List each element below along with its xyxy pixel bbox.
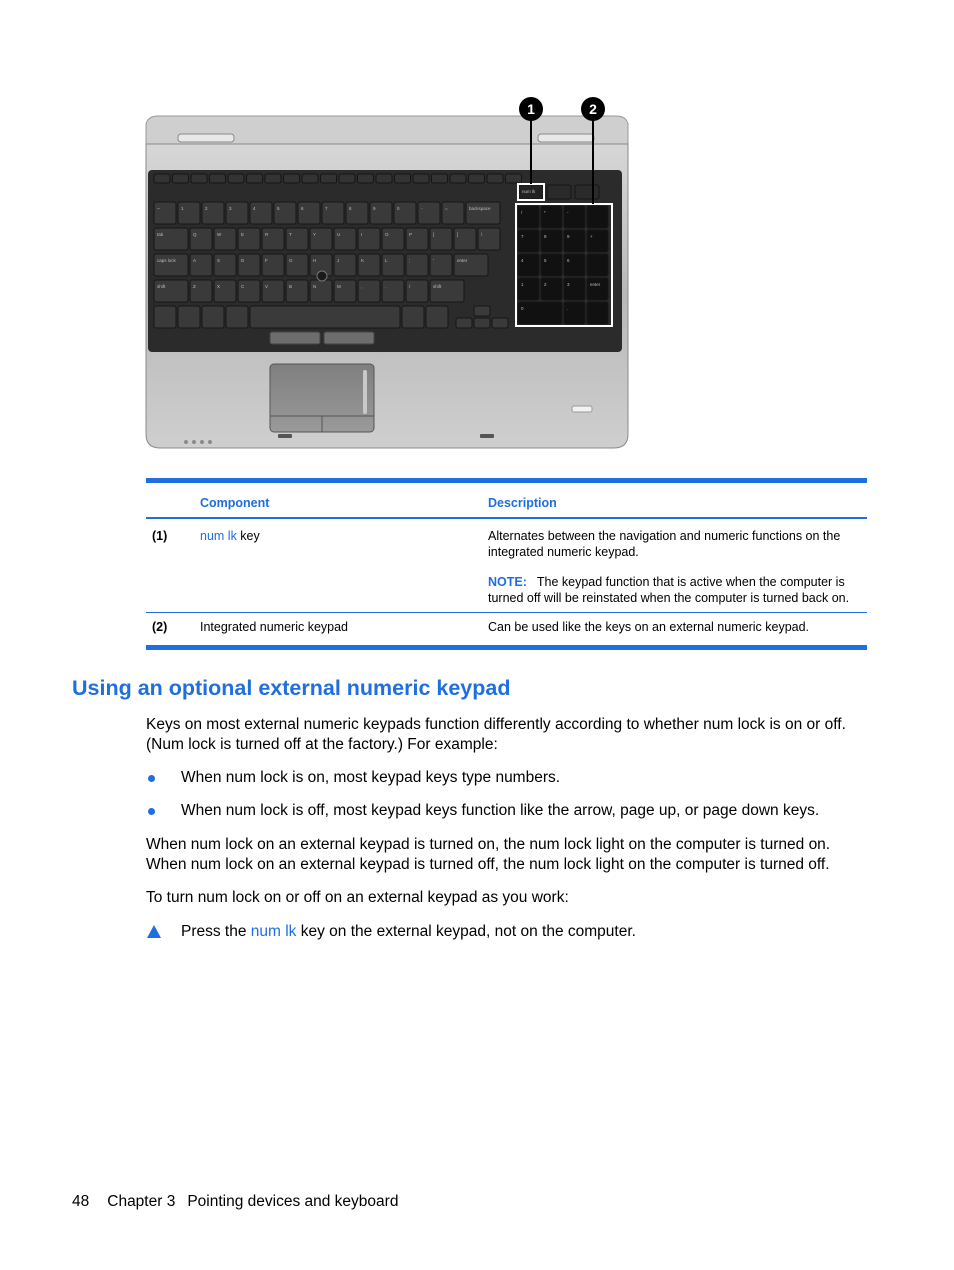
svg-text:num lk: num lk xyxy=(522,189,536,194)
keyboard-illustration xyxy=(144,94,630,454)
svg-text:tab: tab xyxy=(157,232,164,237)
key xyxy=(274,202,296,224)
svg-text:G: G xyxy=(289,258,293,263)
key xyxy=(228,174,244,183)
page-number: 48 xyxy=(72,1193,90,1210)
key xyxy=(370,202,392,224)
header-description: Description xyxy=(482,481,867,519)
key xyxy=(334,280,356,302)
key xyxy=(358,228,380,250)
key xyxy=(250,202,272,224)
key xyxy=(190,228,212,250)
keypad-key xyxy=(587,278,608,300)
key xyxy=(454,254,488,276)
svg-text:]: ] xyxy=(457,232,459,237)
key xyxy=(154,174,170,183)
key xyxy=(322,202,344,224)
key xyxy=(450,174,466,183)
key xyxy=(214,280,236,302)
key xyxy=(418,202,440,224)
keypad-key xyxy=(541,278,562,300)
keypad-key xyxy=(564,230,585,252)
key xyxy=(202,306,224,328)
key xyxy=(190,280,212,302)
key xyxy=(214,254,236,276)
key xyxy=(191,174,207,183)
svg-text:B: B xyxy=(289,284,293,289)
key xyxy=(456,318,472,328)
spacebar xyxy=(250,306,400,328)
key xyxy=(406,280,428,302)
keypad-key xyxy=(518,254,539,276)
svg-text:4: 4 xyxy=(521,258,524,263)
svg-text:N: N xyxy=(313,284,317,289)
svg-text:enter: enter xyxy=(457,258,468,263)
svg-text:W: W xyxy=(217,232,222,237)
svg-text:*: * xyxy=(544,210,546,215)
svg-text:2: 2 xyxy=(589,101,597,117)
keypad-key xyxy=(564,278,585,300)
key xyxy=(413,174,429,183)
svg-text:6: 6 xyxy=(567,258,570,263)
svg-text:3: 3 xyxy=(567,282,570,287)
svg-text:9: 9 xyxy=(567,234,570,239)
key xyxy=(154,280,188,302)
key xyxy=(575,185,599,199)
num-lk-link[interactable]: num lk xyxy=(200,529,237,543)
key xyxy=(406,254,428,276)
key xyxy=(178,306,200,328)
svg-text:L: L xyxy=(385,258,388,263)
row-number: (1) xyxy=(146,518,194,613)
svg-text:K: K xyxy=(361,258,365,263)
key xyxy=(547,185,571,199)
component-cell: Integrated numeric keypad xyxy=(194,613,482,648)
key xyxy=(202,202,224,224)
svg-text:': ' xyxy=(433,258,434,263)
table-header-row xyxy=(146,481,867,519)
svg-text:D: D xyxy=(241,258,245,263)
keypad-key xyxy=(518,206,539,228)
num-lk-link[interactable]: num lk xyxy=(250,923,297,940)
svg-text:2: 2 xyxy=(205,206,208,211)
key xyxy=(406,228,428,250)
svg-text:V: V xyxy=(265,284,269,289)
key xyxy=(430,280,464,302)
svg-text:J: J xyxy=(337,258,340,263)
key xyxy=(432,174,448,183)
svg-text:,: , xyxy=(361,284,363,289)
note-label: NOTE: xyxy=(488,575,527,589)
key xyxy=(339,174,355,183)
svg-text:U: U xyxy=(337,232,341,237)
instruction-paragraph: To turn num lock on or off on an external keypad as you work: xyxy=(146,889,569,906)
key xyxy=(358,254,380,276)
key xyxy=(382,280,404,302)
note-text: The keypad function that is active when the computer is turned off will be reinstated when the computer is turned back on. xyxy=(488,575,850,605)
svg-text:8: 8 xyxy=(544,234,547,239)
key xyxy=(334,228,356,250)
svg-text:enter: enter xyxy=(590,282,601,287)
svg-text:F: F xyxy=(265,258,268,263)
svg-text:[: [ xyxy=(433,232,435,237)
key xyxy=(262,280,284,302)
key xyxy=(426,306,448,328)
svg-text:E: E xyxy=(241,232,245,237)
keypad-key xyxy=(587,230,608,252)
keypad-key xyxy=(564,206,585,228)
svg-text:4: 4 xyxy=(253,206,256,211)
key xyxy=(178,202,200,224)
svg-text:5: 5 xyxy=(277,206,280,211)
keypad-key xyxy=(541,254,562,276)
row-number: (2) xyxy=(146,613,194,648)
key xyxy=(474,318,490,328)
key xyxy=(226,202,248,224)
key xyxy=(321,174,337,183)
svg-text:shift: shift xyxy=(433,284,442,289)
key xyxy=(286,254,308,276)
key xyxy=(226,306,248,328)
num-lk-key xyxy=(519,185,543,199)
bullet-icon xyxy=(148,775,155,782)
key xyxy=(310,280,332,302)
keypad-key xyxy=(587,206,608,228)
key xyxy=(474,306,490,316)
header-component: Component xyxy=(194,481,482,519)
key xyxy=(302,174,318,183)
keypad-key xyxy=(541,206,562,228)
svg-text:Z: Z xyxy=(193,284,196,289)
keypad-key xyxy=(587,302,608,324)
key xyxy=(430,228,452,250)
component-table xyxy=(146,478,867,650)
keypad-key xyxy=(541,230,562,252)
svg-text:.: . xyxy=(385,284,387,289)
svg-text:1: 1 xyxy=(181,206,184,211)
key xyxy=(210,174,226,183)
table-row xyxy=(146,518,867,613)
num-lock-light-paragraph: When num lock on an external keypad is turned on, the num lock light on the computer is turned on. When num lock on an external keypad is turned off, the num lock light on the computer is turned off. xyxy=(146,836,831,873)
svg-text:7: 7 xyxy=(521,234,524,239)
key xyxy=(395,174,411,183)
key xyxy=(376,174,392,183)
svg-text:/: / xyxy=(521,210,523,215)
keypad-key xyxy=(564,254,585,276)
svg-text:C: C xyxy=(241,284,245,289)
svg-text:caps lock: caps lock xyxy=(157,258,176,263)
step-triangle-icon xyxy=(147,925,161,938)
key xyxy=(238,228,260,250)
note xyxy=(488,574,861,606)
keypad-key xyxy=(587,254,608,276)
svg-text:R: R xyxy=(265,232,269,237)
svg-text:M: M xyxy=(337,284,341,289)
key xyxy=(382,228,404,250)
intro-paragraph: Keys on most external numeric keypads function differently according to whether num lock is on or off. (Num lock is turned off at the factory.) For example: xyxy=(146,716,846,753)
svg-text:-: - xyxy=(421,206,423,211)
svg-text:0: 0 xyxy=(397,206,400,211)
key xyxy=(334,254,356,276)
key xyxy=(358,280,380,302)
key xyxy=(154,306,176,328)
key xyxy=(469,174,485,183)
table-row xyxy=(146,613,867,648)
svg-text:O: O xyxy=(385,232,389,237)
description-cell xyxy=(482,518,867,613)
key xyxy=(298,202,320,224)
key xyxy=(286,228,308,250)
key xyxy=(154,254,188,276)
svg-text:/: / xyxy=(409,284,411,289)
chapter-label: Chapter 3 xyxy=(107,1193,176,1210)
svg-text:1: 1 xyxy=(521,282,524,287)
svg-text:5: 5 xyxy=(544,258,547,263)
key xyxy=(466,202,500,224)
svg-text:2: 2 xyxy=(544,282,547,287)
key xyxy=(506,174,522,183)
key xyxy=(478,228,500,250)
key xyxy=(454,228,476,250)
component-cell: num lk key xyxy=(194,518,482,613)
svg-text:A: A xyxy=(193,258,197,263)
keypad-key xyxy=(564,302,585,324)
key xyxy=(173,174,189,183)
svg-text:7: 7 xyxy=(325,206,328,211)
description-cell: Can be used like the keys on an external numeric keypad. xyxy=(482,613,867,648)
svg-text:I: I xyxy=(361,232,363,237)
svg-text:3: 3 xyxy=(229,206,232,211)
svg-text:Y: Y xyxy=(313,232,317,237)
key xyxy=(358,174,374,183)
key xyxy=(382,254,404,276)
key xyxy=(265,174,281,183)
key xyxy=(190,254,212,276)
key xyxy=(442,202,464,224)
svg-text:shift: shift xyxy=(157,284,166,289)
key xyxy=(262,254,284,276)
keypad-key xyxy=(518,302,562,324)
description-text: Alternates between the navigation and numeric functions on the integrated numeric keypad. xyxy=(488,529,841,559)
key xyxy=(238,254,260,276)
key xyxy=(238,280,260,302)
key xyxy=(346,202,368,224)
key xyxy=(247,174,263,183)
callout-1 xyxy=(519,97,543,121)
page-footer xyxy=(72,1193,398,1211)
svg-text:X: X xyxy=(217,284,221,289)
svg-text:P: P xyxy=(409,232,413,237)
svg-text:+: + xyxy=(590,234,593,239)
key xyxy=(286,280,308,302)
svg-text:.: . xyxy=(567,306,569,311)
key xyxy=(214,228,236,250)
pointing-stick-icon xyxy=(317,271,327,281)
key xyxy=(430,254,452,276)
svg-text:~: ~ xyxy=(157,206,160,211)
key xyxy=(310,228,332,250)
key xyxy=(154,202,176,224)
key xyxy=(394,202,416,224)
svg-text:backspace: backspace xyxy=(469,206,491,211)
svg-text:-: - xyxy=(567,210,569,215)
key xyxy=(284,174,300,183)
callout-2 xyxy=(581,97,605,121)
section-title: Using an optional external numeric keypad xyxy=(72,676,511,700)
svg-text:;: ; xyxy=(409,258,411,263)
svg-text:1: 1 xyxy=(527,101,535,117)
svg-text:Q: Q xyxy=(193,232,197,237)
key xyxy=(487,174,503,183)
svg-text:=: = xyxy=(445,206,448,211)
bullet-icon xyxy=(148,808,155,815)
chapter-title: Pointing devices and keyboard xyxy=(187,1193,399,1210)
svg-text:\: \ xyxy=(481,232,483,237)
keypad-key xyxy=(518,230,539,252)
keypad-key xyxy=(518,278,539,300)
key xyxy=(154,228,188,250)
svg-text:0: 0 xyxy=(521,306,524,311)
svg-text:9: 9 xyxy=(373,206,376,211)
svg-text:S: S xyxy=(217,258,221,263)
key xyxy=(402,306,424,328)
key xyxy=(262,228,284,250)
key xyxy=(492,318,508,328)
svg-text:T: T xyxy=(289,232,292,237)
svg-text:H: H xyxy=(313,258,317,263)
svg-text:8: 8 xyxy=(349,206,352,211)
svg-text:6: 6 xyxy=(301,206,304,211)
